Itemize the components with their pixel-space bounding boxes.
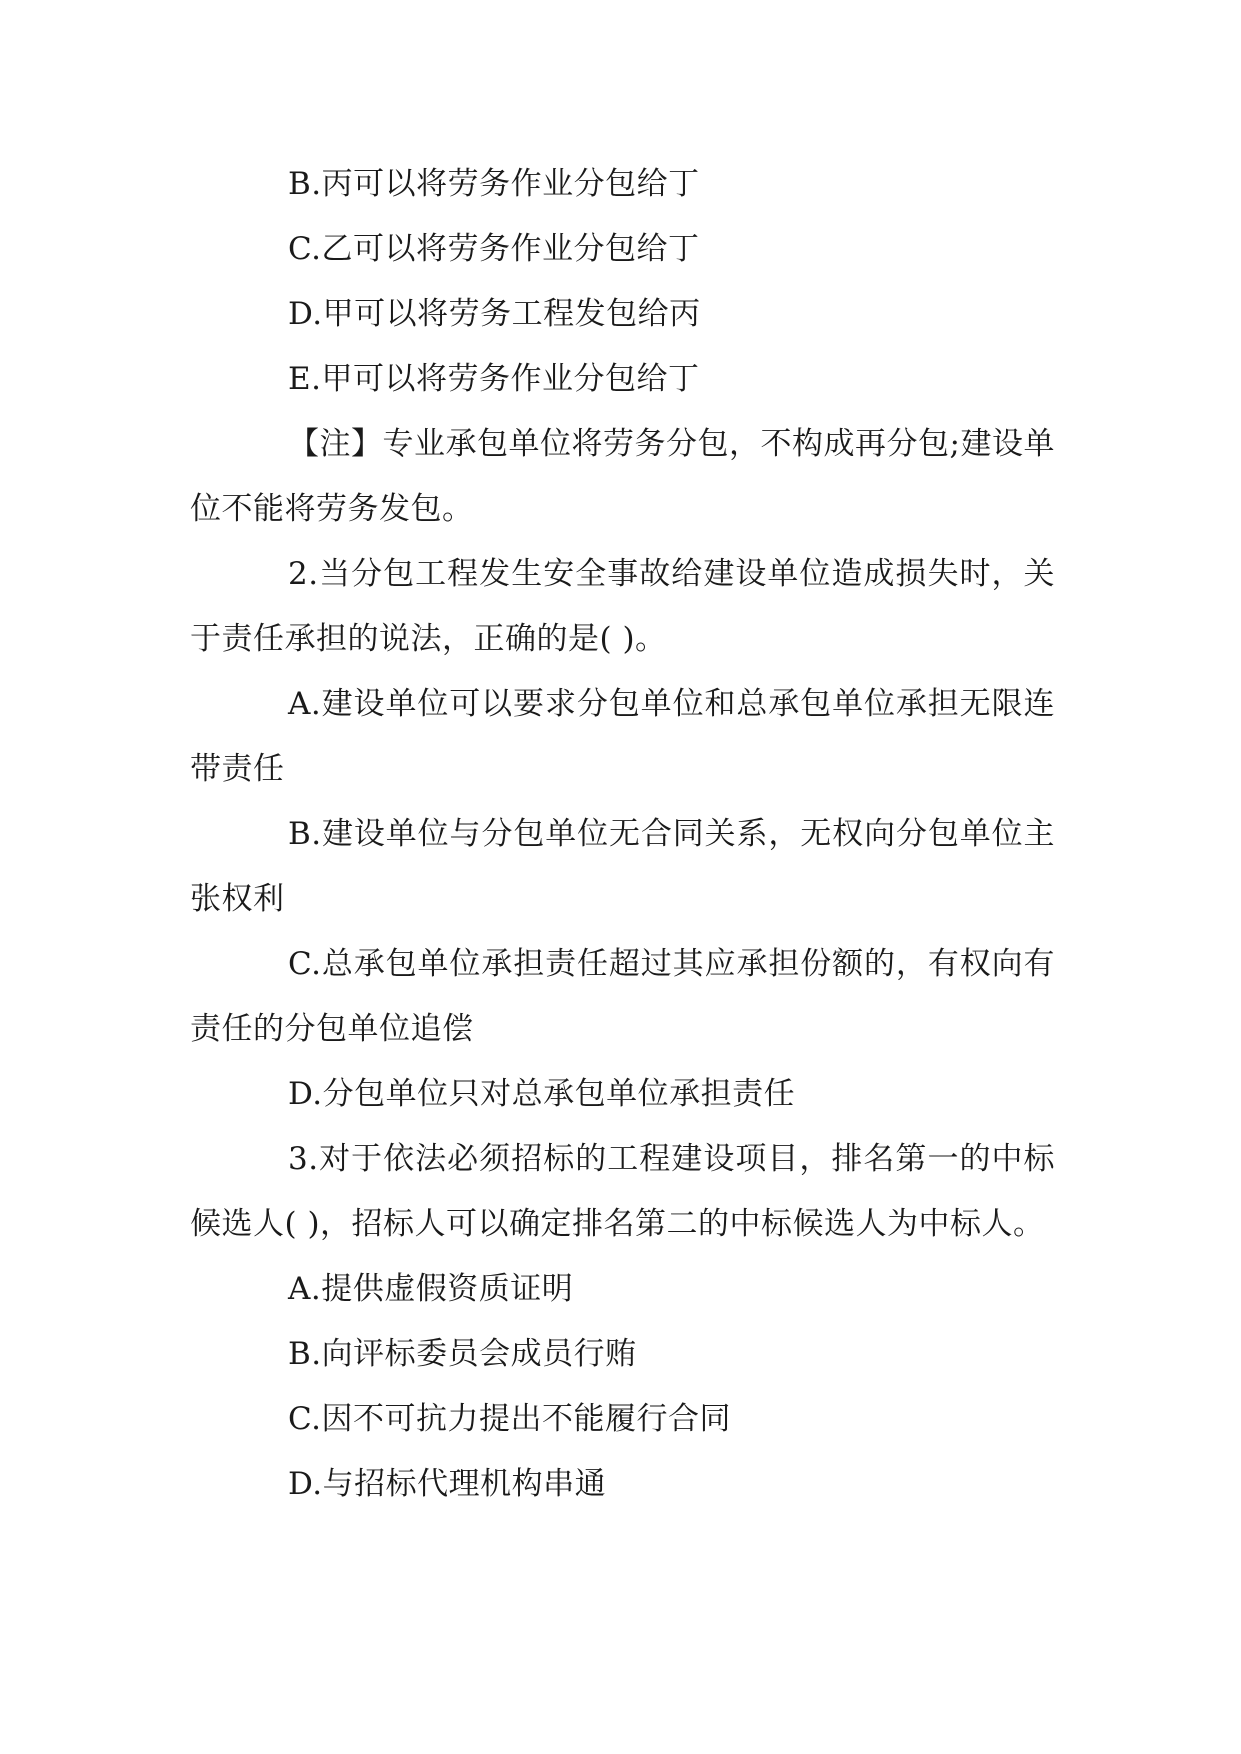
document-body	[190, 152, 1055, 1517]
note-paragraph: 【注】专业承包单位将劳务分包，不构成再分包;建设单位不能将劳务发包。	[190, 426, 1055, 527]
option-paragraph: C.总承包单位承担责任超过其应承担份额的，有权向有责任的分包单位追偿	[190, 946, 1055, 1047]
option-paragraph: D.甲可以将劳务工程发包给丙	[288, 296, 701, 332]
question-paragraph: 3.对于依法必须招标的工程建设项目，排名第一的中标候选人( )，招标人可以确定排名第二的中标候选人为中标人。	[190, 1141, 1055, 1242]
option-paragraph: D.分包单位只对总承包单位承担责任	[288, 1076, 796, 1112]
option-paragraph: B.丙可以将劳务作业分包给丁	[288, 166, 700, 202]
option-paragraph: A.建设单位可以要求分包单位和总承包单位承担无限连带责任	[190, 686, 1055, 787]
option-paragraph: D.与招标代理机构串通	[288, 1466, 607, 1502]
option-paragraph: B.向评标委员会成员行贿	[288, 1336, 637, 1372]
question-paragraph: 2.当分包工程发生安全事故给建设单位造成损失时，关于责任承担的说法，正确的是( )。	[190, 556, 1055, 657]
option-paragraph: A.提供虚假资质证明	[288, 1271, 574, 1307]
option-paragraph: E.甲可以将劳务作业分包给丁	[288, 361, 700, 397]
option-paragraph: B.建设单位与分包单位无合同关系，无权向分包单位主张权利	[190, 816, 1055, 917]
option-paragraph: C.乙可以将劳务作业分包给丁	[288, 231, 700, 267]
option-paragraph: C.因不可抗力提出不能履行合同	[288, 1401, 731, 1437]
